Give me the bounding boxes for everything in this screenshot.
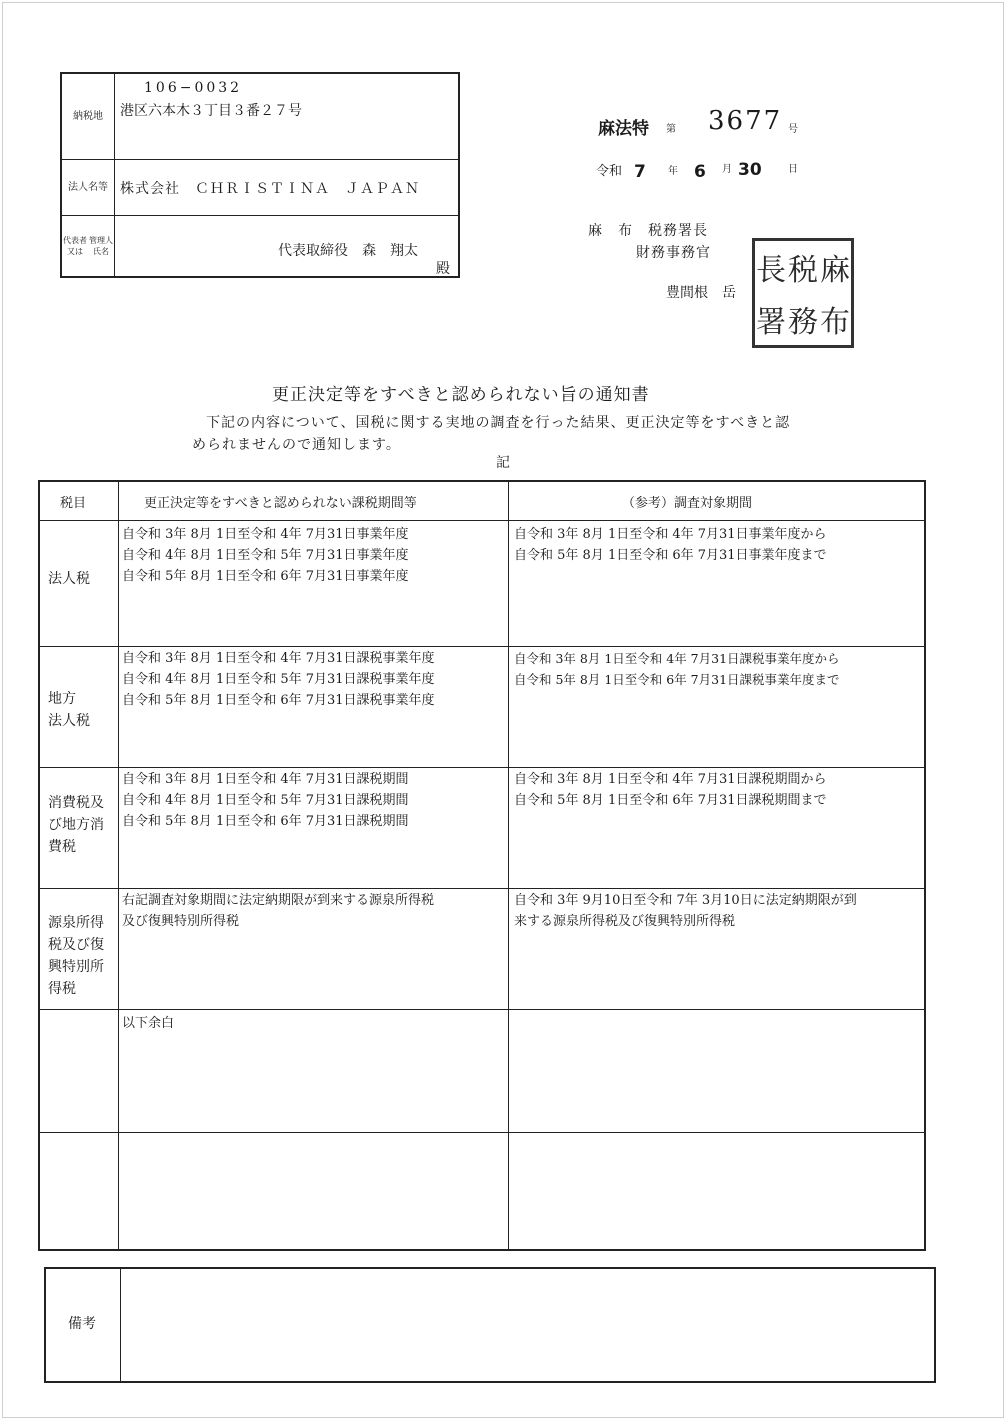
tax-name-line: 法人税 [48,713,90,729]
date-day: 30 [738,160,762,180]
representative-row [62,216,458,276]
address-text: 港区六本木３丁目３番２７号 [120,103,302,119]
period-line: 自令和 5年 8月 1日至令和 6年 7月31日課税事業年度 [122,693,435,708]
period-line: 及び復興特別所得税 [122,914,240,929]
table-row-tax [48,568,90,590]
tax-name-line: 地方 [48,691,76,707]
date-year: 7 [634,162,646,182]
honorific: 殿 [436,261,450,277]
notes-label: 備考 [68,1316,96,1332]
document-title: 更正決定等をすべきと認められない旨の通知書 [272,385,650,405]
table-row-tax [48,912,104,1000]
tax-name-line: 源泉所得 [48,915,104,931]
issuer-name: 豊間根 岳 [666,285,736,301]
date-month-label: 月 [722,164,732,175]
taxpayer-info-box [60,72,460,278]
representative-label [62,216,115,276]
address-label: 納税地 [62,74,115,159]
table-row-reference [514,890,857,932]
tax-name-line: 法人税 [48,571,90,587]
table-row-reference [514,769,827,811]
tax-name-line: 費税 [48,839,76,855]
intro-line-1: 下記の内容について、国税に関する実地の調査を行った結果、更正決定等をすべきと認 [206,415,791,431]
period-line: 自令和 3年 8月 1日至令和 4年 7月31日事業年度 [122,527,409,542]
document-prefix: 麻法特 [598,119,649,139]
reference-line: 自令和 3年 9月10日至令和 7年 3月10日に法定納期限が到 [514,893,857,908]
official-seal [752,238,854,348]
document-number: 3677 [708,106,783,136]
reference-line: 来する源泉所得税及び復興特別所得税 [514,914,736,929]
tax-name-line: 税及び復 [48,937,104,953]
table-row-periods [122,890,434,932]
reference-line: 自令和 5年 8月 1日至令和 6年 7月31日事業年度まで [514,548,827,563]
table-row-tax [48,688,90,732]
seal-char: 布 [820,305,850,340]
address-row [62,74,458,160]
results-table [38,480,926,1251]
table-row-periods [122,648,435,711]
table-row-reference [514,648,840,690]
date-month: 6 [694,162,706,182]
document-dai: 第 [666,124,676,135]
rep-label-line1: 代表者又は [63,235,87,256]
period-line: 右記調査対象期間に法定納期限が到来する源泉所得税 [122,893,435,908]
reference-line: 自令和 3年 8月 1日至令和 4年 7月31日課税事業年度から [514,651,840,666]
company-row [62,160,458,216]
tax-name-line: び地方消 [48,817,104,833]
blank-below-marker: 以下余白 [122,1016,175,1031]
issuer-office: 麻 布 税務署長 [588,223,708,239]
table-row-reference [514,524,827,566]
header-periods: 更正決定等をすべきと認められない課税期間等 [144,496,417,511]
reference-line: 自令和 3年 8月 1日至令和 4年 7月31日課税期間から [514,772,827,787]
intro-line-2: められませんので通知します。 [192,437,401,453]
date-day-label: 日 [788,164,798,175]
period-line: 自令和 4年 8月 1日至令和 5年 7月31日課税期間 [122,793,409,808]
notes-box [44,1267,936,1383]
postal-code: 106−0032 [144,80,243,96]
company-name: 株式会社 ＣＨＲＩＳＴＩＮＡ ＪＡＰＡＮ [120,181,420,197]
period-line: 自令和 5年 8月 1日至令和 6年 7月31日課税期間 [122,814,409,829]
seal-char: 務 [788,305,818,340]
period-line: 自令和 3年 8月 1日至令和 4年 7月31日課税事業年度 [122,651,435,666]
document-go: 号 [788,124,798,135]
tax-name-line: 得税 [48,981,76,997]
date-era: 令和 [596,164,623,179]
reference-line: 自令和 5年 8月 1日至令和 6年 7月31日課税事業年度まで [514,672,840,687]
table-row-periods [122,1013,174,1034]
period-line: 自令和 3年 8月 1日至令和 4年 7月31日課税期間 [122,772,409,787]
issuer-title: 財務事務官 [636,245,711,261]
reference-line: 自令和 3年 8月 1日至令和 4年 7月31日事業年度から [514,527,827,542]
table-row-periods [122,769,409,832]
table-row-periods [122,524,409,587]
header-tax-type: 税目 [60,496,87,511]
table-row-tax [48,792,104,858]
seal-char: 長 [756,253,786,288]
period-line: 自令和 4年 8月 1日至令和 5年 7月31日事業年度 [122,548,409,563]
header-reference: （参考）調査対象期間 [622,496,753,511]
tax-name-line: 消費税及 [48,795,104,811]
period-line: 自令和 4年 8月 1日至令和 5年 7月31日課税事業年度 [122,672,435,687]
tax-name-line: 興特別所 [48,959,104,975]
rep-label-line2: 管理人氏名 [89,235,113,256]
representative-name: 代表取締役 森 翔太 [278,243,418,259]
ki-marker: 記 [496,455,511,471]
seal-char: 署 [756,305,786,340]
date-year-label: 年 [668,166,678,177]
reference-line: 自令和 5年 8月 1日至令和 6年 7月31日課税期間まで [514,793,827,808]
period-line: 自令和 5年 8月 1日至令和 6年 7月31日事業年度 [122,569,409,584]
seal-char: 税 [788,253,818,288]
seal-char: 麻 [820,253,850,288]
company-label: 法人名等 [62,160,115,215]
